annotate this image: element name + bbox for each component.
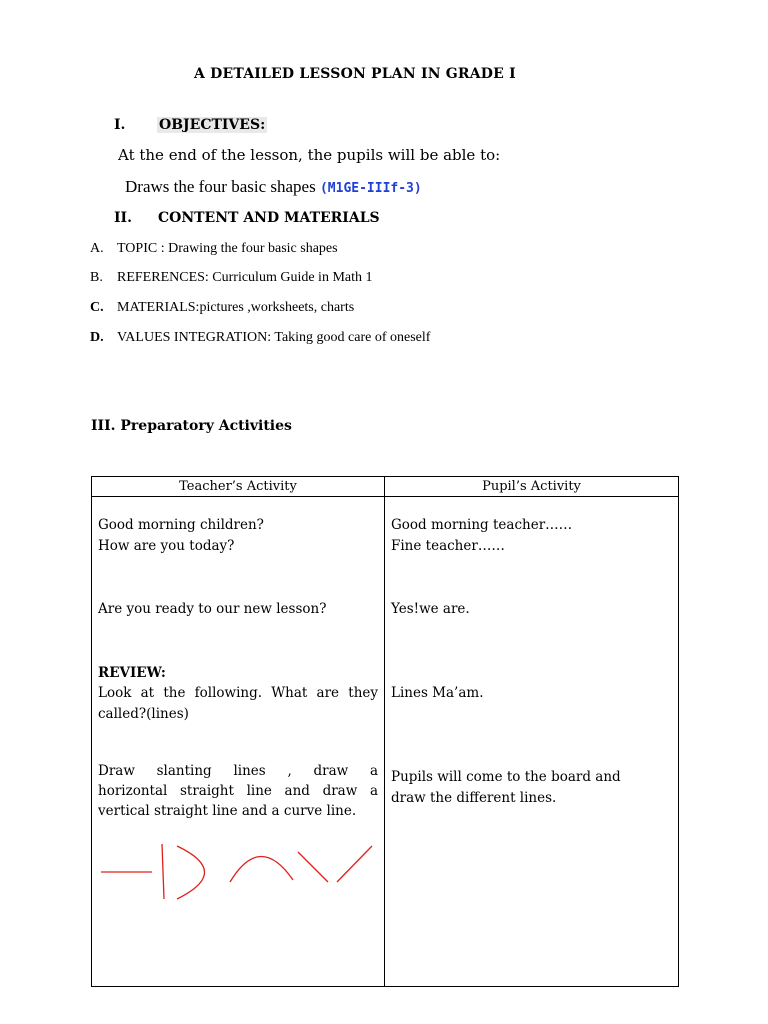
section-ii-heading: CONTENT AND MATERIALS bbox=[158, 210, 380, 226]
lines-drawing bbox=[97, 842, 382, 907]
objectives-heading: OBJECTIVES: bbox=[159, 117, 266, 133]
list-item-materials bbox=[90, 300, 590, 320]
page-title: A DETAILED LESSON PLAN IN GRADE I bbox=[194, 66, 516, 82]
list-marker: B. bbox=[90, 270, 103, 285]
slanting-line-up bbox=[337, 846, 372, 882]
list-marker: C. bbox=[90, 300, 104, 315]
draw-line-3: vertical straight line and a curve line. bbox=[98, 803, 357, 819]
draw-line-1: Draw slanting lines , draw a bbox=[98, 763, 378, 779]
teacher-greeting-2: How are you today? bbox=[98, 538, 235, 554]
list-marker: A. bbox=[90, 241, 104, 256]
section-i-heading bbox=[157, 117, 267, 133]
list-text: MATERIALS:pictures ,worksheets, charts bbox=[117, 300, 355, 315]
objective-text: Draws the four basic shapes bbox=[125, 177, 320, 196]
pupil-draw-line-1: Pupils will come to the board and bbox=[391, 769, 621, 785]
teacher-ready: Are you ready to our new lesson? bbox=[98, 601, 327, 617]
review-line-1: Look at the following. What are they bbox=[98, 685, 378, 701]
pupil-activity-header: Pupil’s Activity bbox=[385, 477, 679, 497]
pupil-ready: Yes!we are. bbox=[391, 601, 470, 617]
activity-table bbox=[91, 476, 679, 987]
pupil-greeting-2: Fine teacher…… bbox=[391, 538, 505, 554]
list-marker: D. bbox=[90, 330, 104, 345]
vertical-line bbox=[162, 844, 164, 899]
pupil-review: Lines Ma’am. bbox=[391, 685, 484, 701]
table-row bbox=[92, 497, 679, 987]
list-text: TOPIC : Drawing the four basic shapes bbox=[117, 241, 338, 256]
list-text: REFERENCES: Curriculum Guide in Math 1 bbox=[117, 270, 373, 285]
objectives-intro: At the end of the lesson, the pupils will be able to: bbox=[118, 146, 501, 164]
arc-line bbox=[230, 856, 293, 882]
curve-line bbox=[177, 846, 205, 899]
list-text: VALUES INTEGRATION: Taking good care of oneself bbox=[117, 330, 431, 345]
draw-line-2: horizontal straight line and draw a bbox=[98, 783, 378, 799]
teacher-activity-header: Teacher’s Activity bbox=[92, 477, 385, 497]
list-item-values bbox=[90, 330, 590, 350]
teacher-activity-cell bbox=[92, 497, 385, 987]
table-header-row bbox=[92, 477, 679, 497]
section-i-numeral: I. bbox=[114, 117, 126, 133]
section-iii-heading: III. Preparatory Activities bbox=[91, 418, 292, 434]
pupil-draw-line-2: draw the different lines. bbox=[391, 790, 557, 806]
review-label: REVIEW: bbox=[98, 665, 166, 681]
review-line-2: called?(lines) bbox=[98, 706, 189, 722]
objective-code: (M1GE-IIIf-3) bbox=[319, 181, 422, 196]
list-item-references bbox=[90, 270, 590, 290]
objective-line bbox=[125, 177, 422, 197]
section-ii-numeral: II. bbox=[114, 210, 132, 226]
list-item-topic bbox=[90, 241, 590, 261]
pupil-greeting-1: Good morning teacher…… bbox=[391, 517, 573, 533]
teacher-greeting-1: Good morning children? bbox=[98, 517, 264, 533]
slanting-line-down bbox=[298, 852, 328, 882]
pupil-activity-cell bbox=[385, 497, 679, 987]
